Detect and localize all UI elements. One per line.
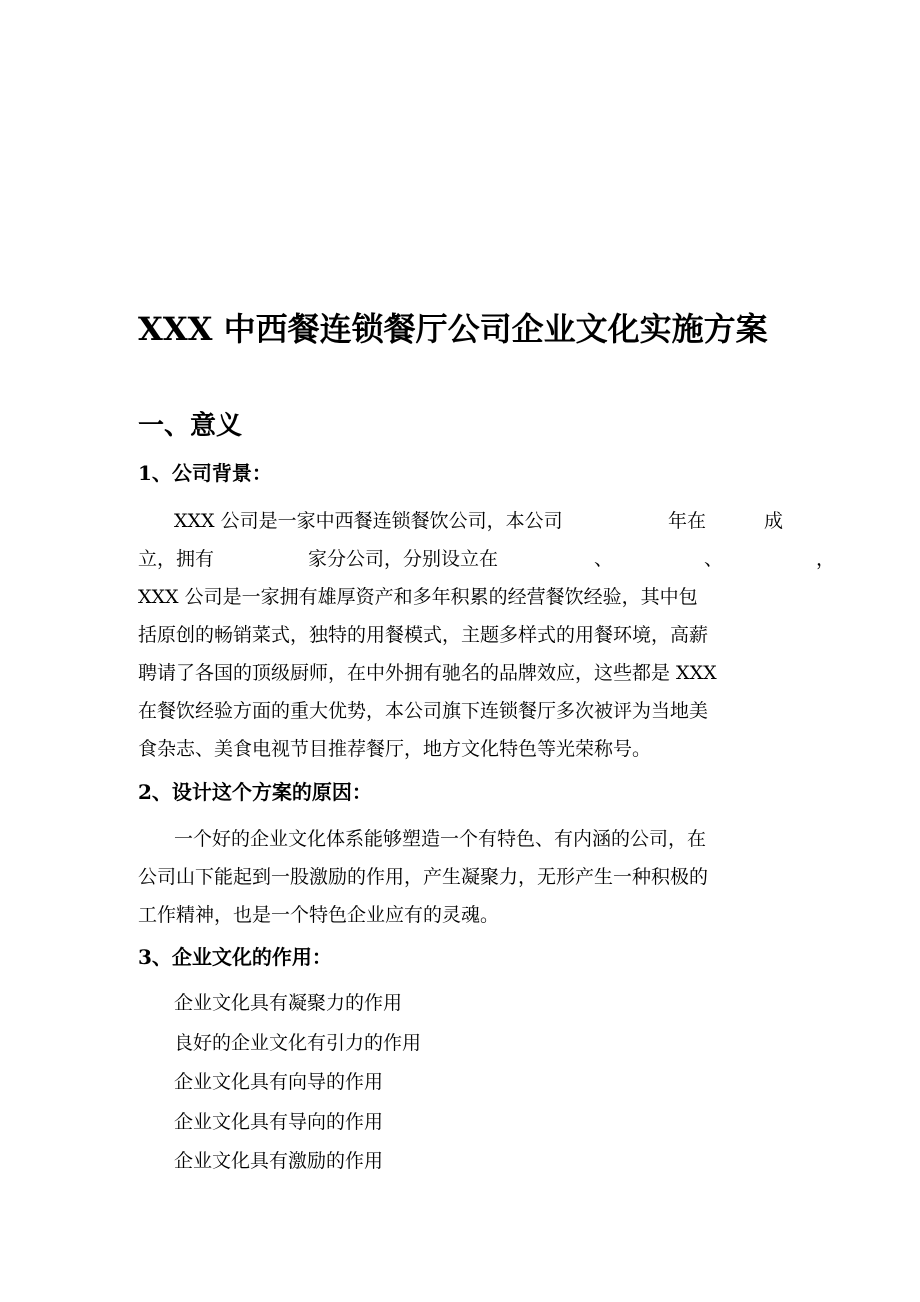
reason-line-2: 公司山下能起到一股激励的作用，产生凝聚力，无形产生一种积极的 (138, 866, 709, 888)
background-line-6: 在餐饮经验方面的重大优势，本公司旗下连锁餐厅多次被评为当地美 (138, 700, 709, 722)
background-line-7: 食杂志、美食电视节目推荐餐厅，地方文化特色等光荣称号。 (138, 738, 652, 760)
heading-company-background: 1、公司背景： (138, 461, 272, 485)
document-title: XXX 中西餐连锁餐厅公司企业文化实施方案 (138, 310, 768, 348)
list-item: 良好的企业文化有引力的作用 (174, 1031, 422, 1054)
culture-role-list (174, 984, 421, 1182)
background-line-3: XXX 公司是一家拥有雄厚资产和多年积累的经营餐饮经验，其中包 (138, 586, 698, 608)
list-item: 企业文化具有向导的作用 (174, 1071, 384, 1093)
heading-culture-role: 3、企业文化的作用： (138, 945, 332, 969)
background-line-4: 括原创的畅销菜式，独特的用餐模式，主题多样式的用餐环境，高薪 (138, 624, 709, 646)
section-heading-significance: 一、意义 (138, 411, 243, 441)
heading-design-reason: 2、设计这个方案的原因： (138, 780, 372, 804)
background-line-5: 聘请了各国的顶级厨师，在中外拥有驰名的品牌效应，这些都是 XXX (138, 662, 717, 684)
background-line-1: XXX 公司是一家中西餐连锁餐饮公司，本公司 年在 成 (174, 510, 784, 532)
background-line-2: 立，拥有 家分公司，分别设立在 、 、 ， (138, 548, 836, 570)
reason-line-3: 工作精神，也是一个特色企业应有的灵魂。 (138, 904, 500, 926)
paragraph-design-reason (138, 820, 788, 934)
list-item: 企业文化具有凝聚力的作用 (174, 992, 403, 1014)
paragraph-company-background (138, 502, 836, 768)
reason-line-1: 一个好的企业文化体系能够塑造一个有特色、有内涵的公司，在 (174, 828, 707, 850)
list-item: 企业文化具有导向的作用 (174, 1110, 384, 1133)
list-item: 企业文化具有激励的作用 (174, 1150, 384, 1172)
